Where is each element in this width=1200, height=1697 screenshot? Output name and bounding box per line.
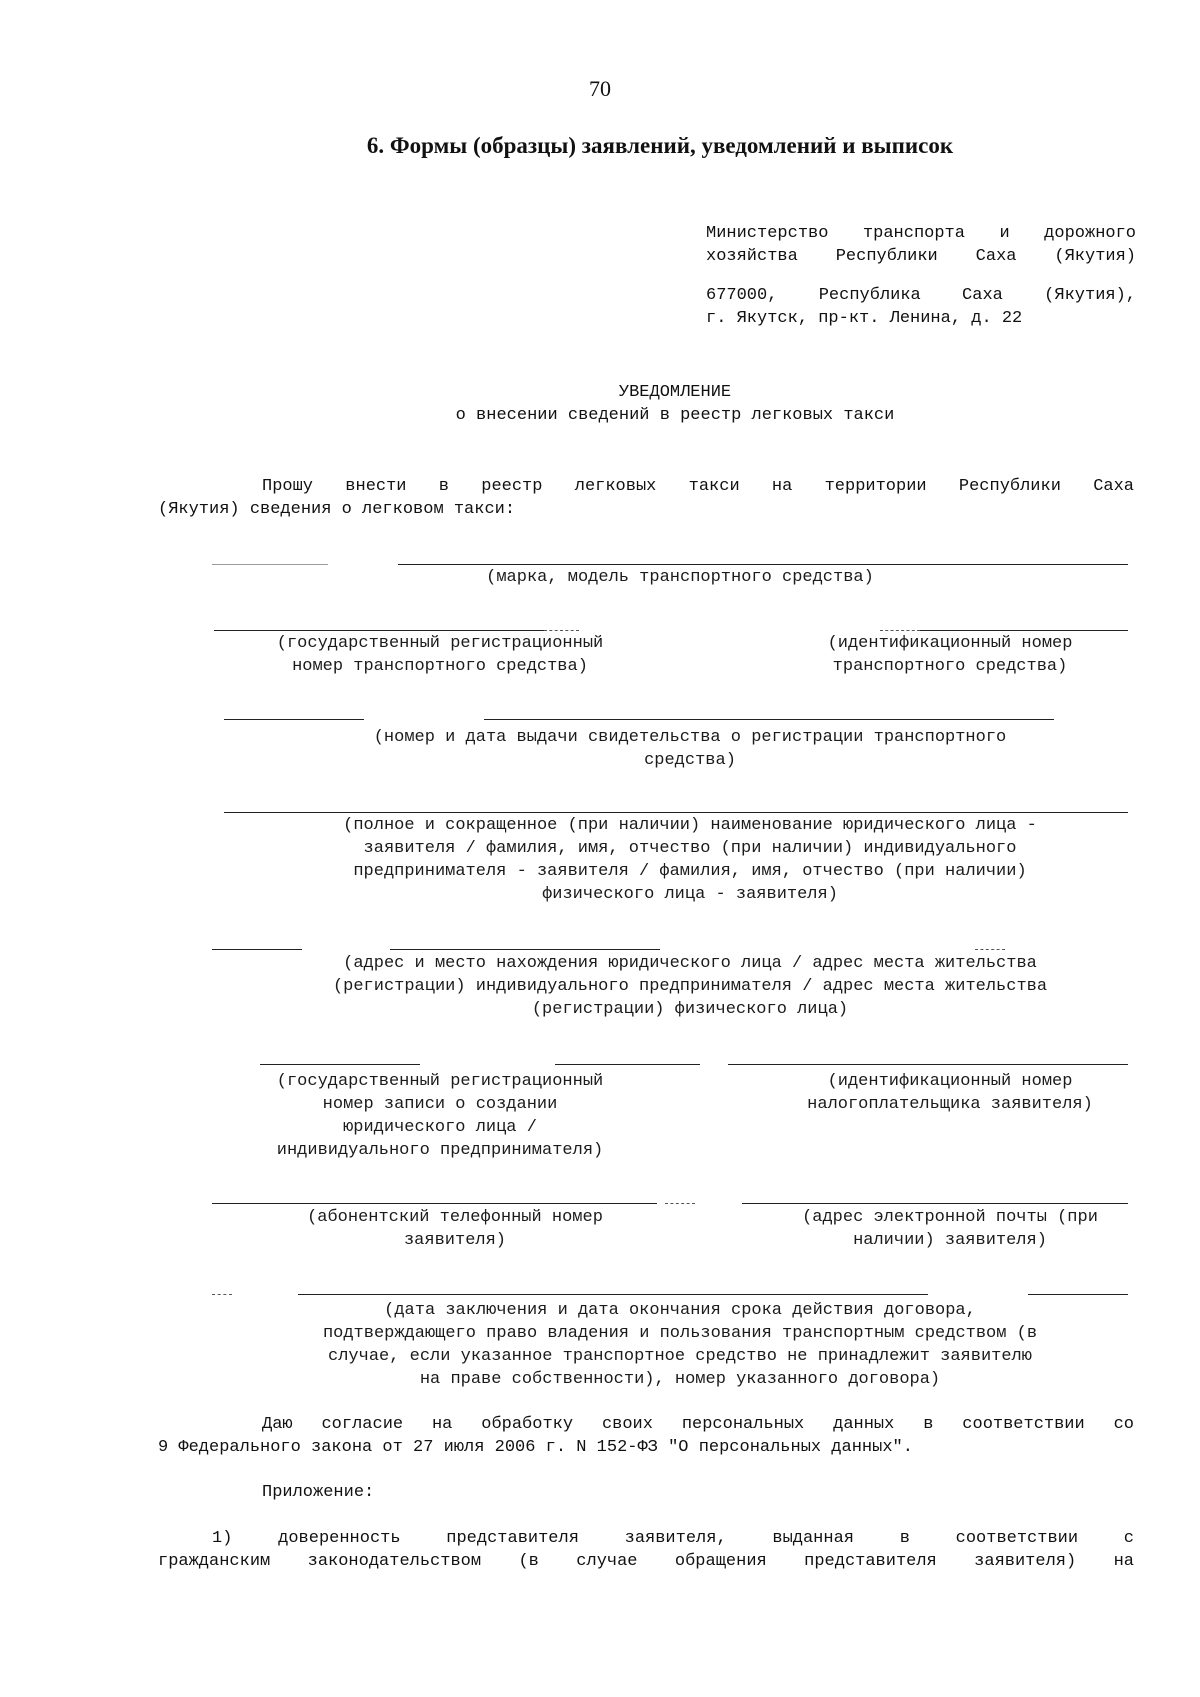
- applicant-address-line-right: [975, 949, 1005, 950]
- vin-line-head: [880, 630, 920, 631]
- state-reg-record-line: [555, 1064, 700, 1065]
- reg-number-line: [214, 630, 544, 631]
- reg-certificate-line-left: [224, 719, 364, 720]
- attachment-item1-line2: гражданским законодательством (в случае обращения представителя заявителя) на: [158, 1552, 1134, 1571]
- reg-number-line-tail: [544, 630, 579, 631]
- email-caption: (адрес электронной почты (при наличии) заявителя): [802, 1208, 1098, 1250]
- tax-id-caption: (идентификационный номер налогоплательщика заявителя): [807, 1072, 1093, 1114]
- applicant-name-caption: (полное и сокращенное (при наличии) наименование юридического лица - заявителя / фамилия, имя, отчество (при наличии) индивидуального предпринимателя - заявителя / фамилия, имя, отчество (при наличии) физического лица - заявителя): [343, 816, 1037, 904]
- addressee-address-line1: 677000, Республика Саха (Якутия),: [706, 286, 1136, 305]
- addressee-org-line2: хозяйства Республики Саха (Якутия): [706, 247, 1136, 266]
- phone-line: [212, 1203, 657, 1204]
- applicant-address-line-left: [212, 949, 302, 950]
- state-reg-record-caption: (государственный регистрационный номер записи о создании юридического лица / индивидуального предпринимателя): [276, 1072, 604, 1160]
- contract-line-left: [212, 1294, 232, 1295]
- consent-line1: Даю согласие на обработку своих персональных данных в соответствии со: [262, 1415, 1134, 1434]
- email-line: [742, 1203, 1128, 1204]
- vehicle-make-line: [398, 564, 1128, 565]
- reg-certificate-line: [484, 719, 1054, 720]
- intro-line1: Прошу внести в реестр легковых такси на территории Республики Саха: [262, 477, 1134, 496]
- state-reg-record-line-left: [260, 1064, 420, 1065]
- applicant-address-line: [390, 949, 660, 950]
- reg-number-caption: (государственный регистрационный номер транспортного средства): [276, 634, 604, 676]
- addressee-block: [706, 222, 1136, 330]
- contract-line: [298, 1294, 928, 1295]
- applicant-address-caption: (адрес и место нахождения юридического лица / адрес места жительства (регистрации) индивидуального предпринимателя / адрес места жительства (регистрации) физического лица): [332, 954, 1048, 1019]
- addressee-org-line1: Министерство транспорта и дорожного: [706, 224, 1136, 243]
- notice-title: УВЕДОМЛЕНИЕ: [618, 383, 732, 402]
- section-title: 6. Формы (образцы) заявлений, уведомлений и выписок: [366, 133, 954, 158]
- vin-caption: (идентификационный номер транспортного средства): [827, 634, 1073, 676]
- contract-line-right: [1028, 1294, 1128, 1295]
- addressee-address-line2: г. Якутск, пр-кт. Ленина, д. 22: [706, 309, 1023, 328]
- intro-line2: (Якутия) сведения о легковом такси:: [158, 500, 516, 519]
- page-number: 70: [589, 76, 611, 101]
- phone-caption: (абонентский телефонный номер заявителя): [307, 1208, 603, 1250]
- applicant-name-line: [224, 812, 1128, 813]
- contract-caption: (дата заключения и дата окончания срока действия договора, подтверждающего право владения и пользования транспортным средством (в случае, если указанное транспортное средство не принадлежит заявителю на праве собственности), номер указанного договора): [322, 1301, 1038, 1389]
- notice-subtitle: о внесении сведений в реестр легковых такси: [455, 406, 895, 425]
- attachments-heading: Приложение:: [262, 1483, 375, 1502]
- vin-line: [920, 630, 1128, 631]
- tax-id-line: [728, 1064, 1128, 1065]
- vehicle-make-caption: (марка, модель транспортного средства): [486, 568, 874, 587]
- consent-line2: 9 Федерального закона от 27 июля 2006 г. N 152-ФЗ "О персональных данных".: [158, 1438, 913, 1457]
- attachment-item1-line1: 1) доверенность представителя заявителя, выданная в соответствии с: [212, 1529, 1134, 1548]
- vehicle-make-line-left: [212, 564, 328, 565]
- phone-line-tail: [665, 1203, 695, 1204]
- reg-certificate-caption: (номер и дата выдачи свидетельства о регистрации транспортного средства): [373, 728, 1007, 770]
